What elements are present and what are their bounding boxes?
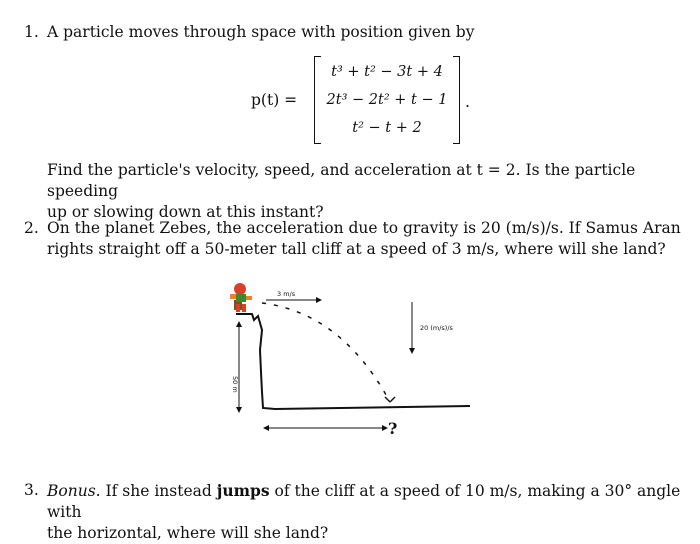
problem-1-question bbox=[24, 160, 688, 223]
problem-1-question-line-1: Find the particle's velocity, speed, and acceleration at t = 2. Is the particle speeding bbox=[47, 161, 636, 200]
speed-label: 3 m/s bbox=[277, 290, 296, 298]
problem-3-line-1 bbox=[47, 480, 688, 523]
cliff-outline bbox=[236, 314, 470, 409]
samus-character-icon bbox=[230, 283, 252, 312]
problem-2-line-2: rights straight off a 50-meter tall cliff at a speed of 3 m/s, where will she land? bbox=[47, 240, 666, 258]
problem-1-number: 1. bbox=[24, 23, 39, 41]
bonus-label: Bonus. bbox=[47, 482, 101, 500]
problem-1-intro: A particle moves through space with position given by bbox=[47, 23, 475, 41]
problem-2-line-1: On the planet Zebes, the acceleration due to gravity is 20 (m/s)/s. If Samus Aran bbox=[47, 219, 681, 237]
problem-1-question-line-2: up or slowing down at this instant? bbox=[47, 203, 324, 221]
problem-2 bbox=[24, 218, 688, 260]
position-matrix bbox=[314, 56, 460, 144]
problem-3-text-a: If she instead bbox=[100, 482, 217, 500]
right-bracket bbox=[453, 56, 460, 144]
problem-3 bbox=[24, 480, 688, 544]
matrix-row-3: t² − t + 2 bbox=[352, 120, 422, 136]
trajectory-dashed-path bbox=[262, 303, 390, 402]
matrix-period: . bbox=[465, 93, 470, 111]
jumps-emphasis: jumps bbox=[216, 481, 270, 500]
problem-1 bbox=[24, 22, 688, 43]
position-vector-equation bbox=[251, 56, 491, 148]
position-function-label: p(t) = bbox=[251, 91, 298, 109]
unknown-distance-label: ? bbox=[388, 419, 398, 438]
problem-3-text-b: of the cliff at a speed of 10 m/s, making a 30° angle with bbox=[47, 482, 681, 521]
problem-3-line-2: the horizontal, where will she land? bbox=[47, 524, 329, 542]
problem-2-number: 2. bbox=[24, 219, 39, 237]
height-label: 50 m bbox=[231, 376, 239, 393]
landing-point-marker bbox=[385, 397, 395, 402]
matrix-row-2: 2t³ − 2t² + t − 1 bbox=[326, 92, 448, 108]
problem-3-number: 3. bbox=[24, 481, 39, 499]
matrix-row-1: t³ + t² − 3t + 4 bbox=[331, 64, 443, 80]
gravity-label: 20 (m/s)/s bbox=[420, 324, 453, 332]
